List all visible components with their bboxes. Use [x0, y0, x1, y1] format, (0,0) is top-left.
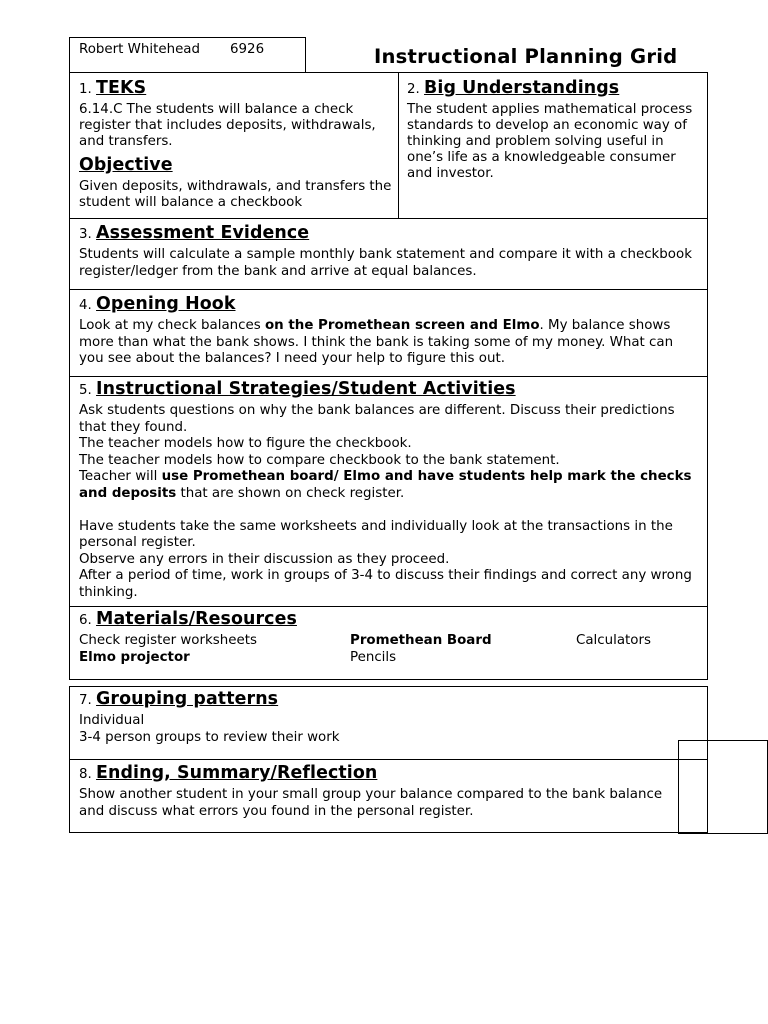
materials-heading [79, 608, 699, 632]
materials-number: 6. [79, 613, 92, 628]
ending-title: Ending, Summary/Reflection [96, 763, 378, 783]
hook-text-bold: on the Promethean screen and Elmo [264, 318, 540, 333]
section-ending [69, 759, 708, 833]
objective-heading [79, 154, 392, 178]
hook-text-pre: Look at my check balances [79, 318, 265, 333]
section-opening-hook [69, 289, 708, 377]
ending-text: Show another student in your small group your balance compared to the bank balance and discuss what errors you found in the personal register. [79, 787, 663, 819]
material-item: Calculators [576, 633, 651, 648]
objective-text: Given deposits, withdrawals, and transfers the student will balance a checkbook [79, 179, 392, 210]
assessment-text: Students will calculate a sample monthly bank statement and compare it with a checkbook register/ledger from the bank and arrive at equal balances. [79, 247, 692, 279]
material-item: Check register worksheets [79, 633, 257, 648]
empty-overlay-box [678, 740, 768, 834]
author-box [69, 37, 306, 73]
author-code: 6926 [230, 42, 265, 57]
hook-heading [79, 293, 699, 317]
strategies-line-4-post: that are shown on check register. [176, 485, 405, 501]
document-title: Instructional Planning Grid [374, 45, 678, 68]
strategies-number: 5. [79, 383, 92, 398]
assessment-number: 3. [79, 227, 92, 242]
strategies-line-1: Ask students questions on why the bank balances are different. Discuss their predictions that they found. [79, 403, 675, 435]
grouping-line-1: Individual [79, 713, 145, 728]
grouping-line-2: 3-4 person groups to review their work [79, 729, 340, 745]
section-big-understandings [398, 72, 708, 219]
assessment-heading [79, 222, 699, 246]
teks-text: 6.14.C The students will balance a check register that includes deposits, withdrawals, and transfers. [79, 102, 376, 149]
strategies-line-2: The teacher models how to figure the checkbook. [79, 436, 412, 452]
strategies-line-7: After a period of time, work in groups of 3-4 to discuss their findings and correct any wrong thinking. [79, 568, 692, 600]
hook-title: Opening Hook [96, 294, 236, 314]
big-understandings-text: The student applies mathematical process standards to develop an economic way of thinking and problem solving useful in one’s life as a knowledgeable consumer and investor. [407, 102, 693, 181]
grouping-title: Grouping patterns [96, 689, 279, 709]
teks-heading [79, 77, 392, 101]
assessment-title: Assessment Evidence [96, 223, 310, 243]
material-item: Elmo projector [79, 650, 190, 665]
strategies-line-4-bold: use Promethean board/ Elmo and have students help mark the checks and deposits [79, 469, 692, 501]
teks-title: TEKS [96, 78, 147, 98]
ending-heading [79, 762, 699, 786]
grouping-number: 7. [79, 693, 92, 708]
section-materials [69, 606, 708, 680]
hook-text-post: . My balance shows more than what the bank shows. I think the bank is taking some of my money. What can you see about the balances? I need your help to figure this out. [79, 318, 674, 367]
ending-number: 8. [79, 767, 92, 782]
section-assessment [69, 218, 708, 290]
strategies-line-5: Have students take the same worksheets and individually look at the transactions in the personal register. [79, 518, 673, 551]
strategies-line-3: The teacher models how to compare checkbook to the bank statement. [79, 452, 560, 468]
hook-number: 4. [79, 298, 92, 313]
strategies-line-4-pre: Teacher will [79, 469, 162, 485]
strategies-heading [79, 378, 699, 402]
strategies-title: Instructional Strategies/Student Activities [96, 379, 516, 399]
material-item: Pencils [350, 650, 397, 665]
material-item: Promethean Board [350, 633, 492, 648]
big-understandings-number: 2. [407, 82, 420, 97]
strategies-line-6: Observe any errors in their discussion as they proceed. [79, 551, 450, 567]
big-understandings-title: Big Understandings [424, 78, 620, 98]
section-teks [69, 72, 399, 219]
objective-title: Objective [79, 155, 173, 175]
grouping-heading [79, 688, 699, 712]
hook-text [79, 318, 699, 368]
strategies-line-4 [79, 469, 699, 502]
materials-list [79, 633, 699, 669]
materials-title: Materials/Resources [96, 609, 297, 629]
section-strategies [69, 376, 708, 607]
teks-number: 1. [79, 82, 92, 97]
section-grouping [69, 686, 708, 760]
big-understandings-heading [407, 77, 701, 101]
author-name: Robert Whitehead [79, 42, 201, 57]
